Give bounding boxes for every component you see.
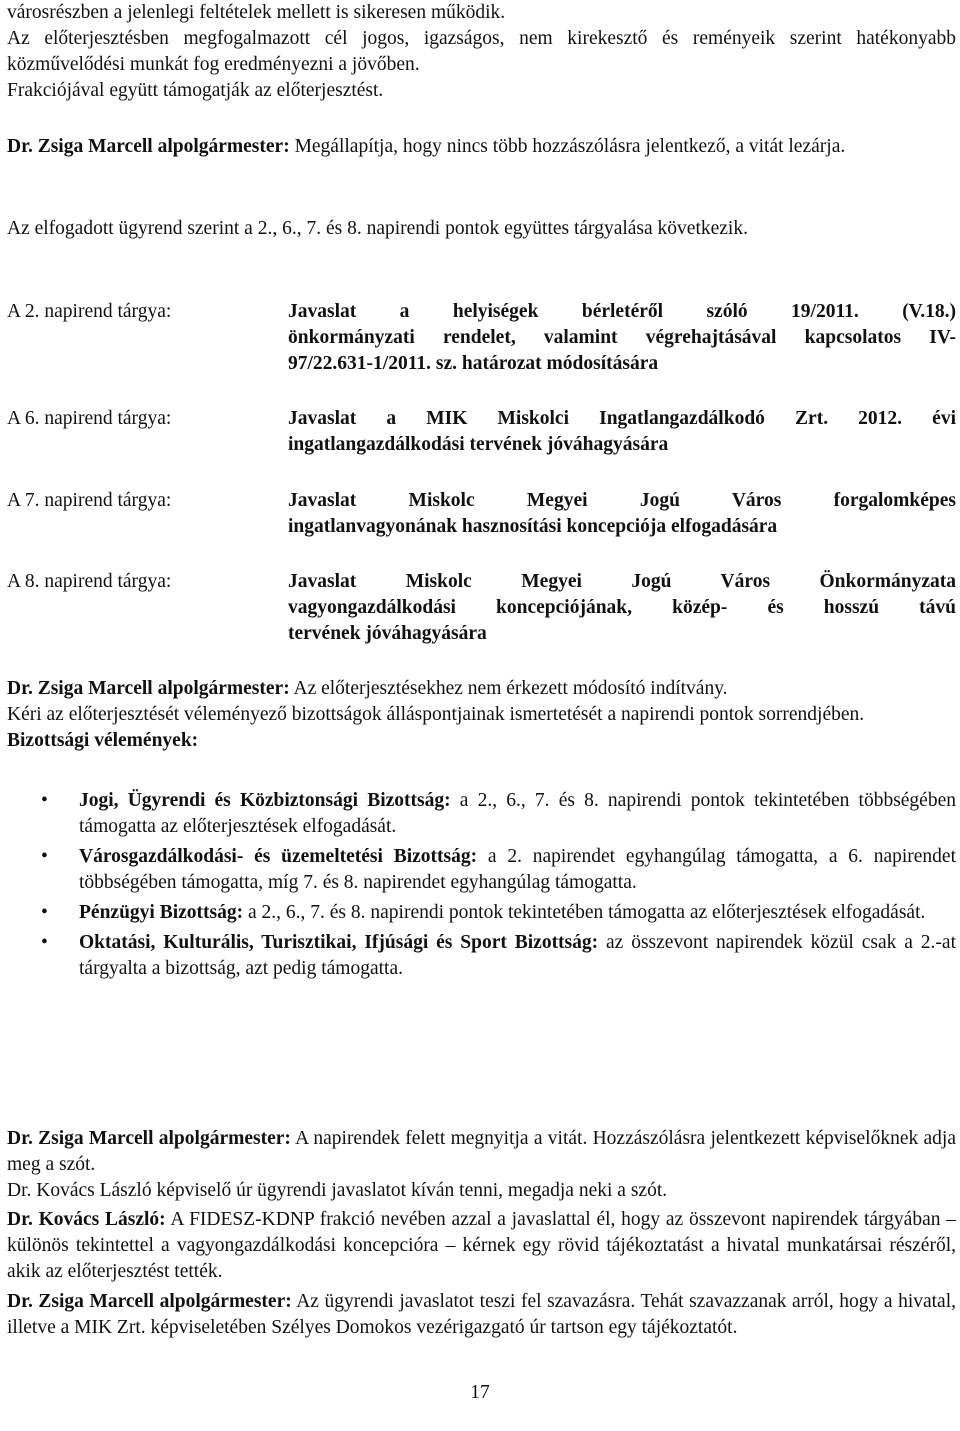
agenda-label: A 6. napirend tárgya: (7, 408, 172, 429)
agenda-title: önkormányzati rendelet, valamint végrehajtásával kapcsolatos IV- (288, 327, 956, 348)
agenda-title: ingatlangazdálkodási tervének jóváhagyására (288, 434, 669, 455)
agenda-label: A 8. napirend tárgya: (7, 571, 172, 592)
speech-text: Kéri az előterjesztését véleményező bizottságok álláspontjainak ismertetését a napirendi pontok sorrendjében. (7, 704, 865, 725)
speaker-name: Dr. Zsiga Marcell alpolgármester: (7, 1128, 291, 1149)
speech-text: A napirendek felett megnyitja a vitát. Hozzászólásra jelentkezett képviselőknek adja meg a szót. (7, 1128, 956, 1175)
speech-zsiga-2 (7, 676, 956, 754)
agenda-title: Javaslat Miskolc Megyei Jogú Város Önkormányzata (288, 571, 956, 592)
agenda-title: vagyongazdálkodási koncepciójának, közép- és hosszú távú (288, 597, 956, 618)
page-number: 17 (470, 1382, 490, 1403)
committee-name: Jogi, Ügyrendi és Közbiztonsági Bizottság: (79, 790, 451, 811)
speech-text: Dr. Kovács László képviselő úr ügyrendi javaslatot kíván tenni, megadja neki a szót. (7, 1180, 668, 1201)
bullet-icon: • (41, 932, 48, 953)
committee-text: a 2., 6., 7. és 8. napirendi pontok tekintetében támogatta az előterjesztések elfogadását. (243, 902, 926, 923)
agenda-order-note (7, 216, 956, 242)
order-text: Az elfogadott ügyrend szerint a 2., 6., 7. és 8. napirendi pontok együttes tárgyalása következik. (7, 218, 748, 239)
bullet-icon: • (41, 902, 48, 923)
intro-line: Az előterjesztésben megfogalmazott cél jogos, igazságos, nem kirekesztő és reményeik szerint hatékonyabb közművelődési munkát fog eredményezni a jövőben. (7, 28, 956, 75)
speech-zsiga-3 (7, 1126, 956, 1204)
speaker-name: Dr. Zsiga Marcell alpolgármester: (7, 1291, 292, 1312)
committee-text: a 2. napirendet egyhangúlag támogatta, a 6. napirendet többségében támogatta, míg 7. és 8. napirendet egyhangúlag támogatta. (79, 846, 956, 893)
committee-name: Pénzügyi Bizottság: (79, 902, 244, 923)
intro-line: Frakciójával együtt támogatják az előterjesztést. (7, 80, 384, 101)
committee-name: Városgazdálkodási- és üzemeltetési Bizottság: (79, 846, 478, 867)
intro-line: városrészben a jelenlegi feltételek mellett is sikeresen működik. (7, 2, 506, 23)
committee-text: az összevont napirendek közül csak a 2.-at tárgyalta a bizottság, azt pedig támogatta. (79, 932, 956, 979)
agenda-title: 97/22.631-1/2011. sz. határozat módosítására (288, 353, 659, 374)
speech-zsiga-4 (7, 1289, 956, 1341)
intro-paragraph (7, 0, 956, 104)
speaker-name: Dr. Zsiga Marcell alpolgármester: (7, 678, 290, 699)
committee-heading: Bizottsági vélemények: (7, 730, 199, 751)
list-item (7, 900, 956, 926)
speech-zsiga-1 (7, 134, 956, 160)
speech-text: A FIDESZ-KDNP frakció nevében azzal a javaslattal él, hogy az összevont napirendek tárgyában – különös tekintettel a vagyongazdálkodási koncepcióra – kérnek egy rövid tájékoztatást a hivatal munkatársai részéről, akik az előterjesztést tették. (7, 1209, 956, 1282)
committee-list (7, 788, 956, 986)
agenda-title: Javaslat a MIK Miskolci Ingatlangazdálkodó Zrt. 2012. évi (288, 408, 956, 429)
bullet-icon: • (41, 790, 48, 811)
list-item (7, 844, 956, 896)
speaker-name: Dr. Zsiga Marcell alpolgármester: (7, 136, 290, 157)
bullet-icon: • (41, 846, 48, 867)
agenda-title: Javaslat Miskolc Megyei Jogú Város forgalomképes (288, 490, 956, 511)
speech-kovacs (7, 1207, 956, 1285)
speech-text: Az előterjesztésekhez nem érkezett módosító indítvány. (289, 678, 728, 699)
agenda-title: Javaslat a helyiségek bérletéről szóló 19/2011. (V.18.) (288, 301, 956, 322)
committee-name: Oktatási, Kulturális, Turisztikai, Ifjúsági és Sport Bizottság: (79, 932, 599, 953)
list-item (7, 788, 956, 840)
list-item (7, 930, 956, 982)
agenda-title: ingatlanvagyonának hasznosítási koncepciója elfogadására (288, 516, 778, 537)
speech-text: Az ügyrendi javaslatot teszi fel szavazásra. Tehát szavazzanak arról, hogy a hivatal, illetve a MIK Zrt. képviseletében Szélyes Domokos vezérigazgató úr tartson egy tájékoztatót. (7, 1291, 957, 1338)
agenda-label: A 2. napirend tárgya: (7, 301, 172, 322)
committee-text: a 2., 6., 7. és 8. napirendi pontok tekintetében többségében támogatta az előterjesztések elfogadását. (79, 790, 956, 837)
agenda-label: A 7. napirend tárgya: (7, 490, 172, 511)
speaker-name: Dr. Kovács László: (7, 1209, 166, 1230)
agenda-title: tervének jóváhagyására (288, 623, 487, 644)
speech-text: Megállapítja, hogy nincs több hozzászólásra jelentkező, a vitát lezárja. (289, 136, 846, 157)
